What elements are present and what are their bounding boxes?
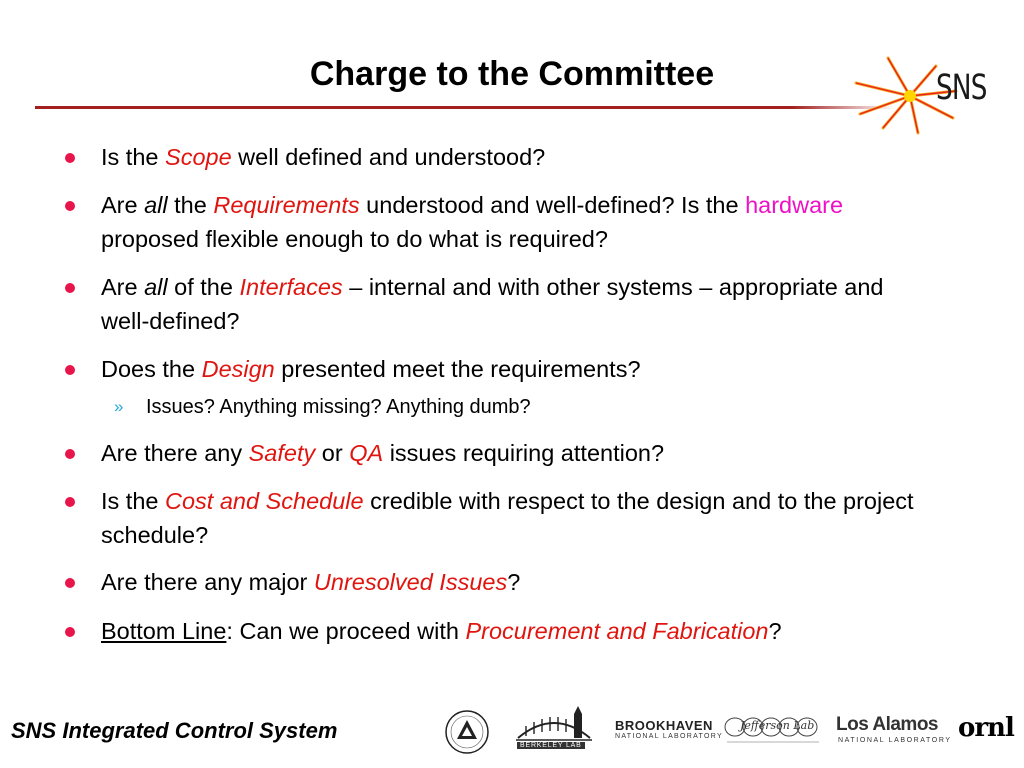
bullet-text: Are there any major: [101, 569, 314, 595]
jefferson-lab-text: Jefferson Lab: [740, 719, 815, 732]
bullet-emphasis: Cost and Schedule: [165, 488, 364, 514]
bullet-emphasis: Safety: [248, 440, 316, 466]
ornl-logo-text: ornl: [958, 713, 1014, 743]
bullet-text: or: [315, 440, 350, 466]
partner-logos: [440, 700, 1024, 760]
bullet-emphasis: Unresolved Issues: [313, 569, 508, 595]
slide-title: Charge to the Committee: [309, 55, 715, 93]
bullet-emphasis: Requirements: [213, 192, 360, 218]
bullet-text: Are there any: [101, 440, 249, 466]
bullet-emphasis: Procurement and Fabrication: [465, 618, 769, 644]
bullet-text: proposed flexible enough to do what is required?: [101, 226, 608, 252]
bullet-underlined: Bottom Line: [101, 618, 227, 644]
bullet-item: [101, 352, 931, 386]
bullet-text: Is the: [101, 144, 166, 170]
bullet-item: [101, 436, 931, 470]
bullet-text: issues requiring attention?: [383, 440, 665, 466]
bullet-italic: all: [144, 192, 168, 218]
bullet-emphasis: Interfaces: [239, 274, 343, 300]
bullet-item: [101, 484, 931, 552]
footer-title: SNS Integrated Control System: [11, 718, 338, 743]
bullet-text: Are: [101, 274, 145, 300]
los-alamos-logo-text: Los Alamos: [836, 714, 938, 735]
bullet-text: – internal and with other systems – appropriate and well-defined?: [101, 274, 884, 334]
sub-bullet-marker: »: [114, 397, 124, 416]
bullet-dot: [65, 627, 75, 637]
sns-logo-text: SNS: [936, 68, 987, 108]
los-alamos-logo-subtext: NATIONAL LABORATORY: [838, 737, 952, 744]
bullet-emphasis: QA: [349, 440, 384, 466]
bullet-dot: [65, 449, 75, 459]
argonne-logo-icon: [444, 708, 490, 758]
bullet-text: the: [167, 192, 214, 218]
bullet-dot: [65, 497, 75, 507]
brookhaven-logo-subtext: NATIONAL LABORATORY: [615, 733, 723, 740]
bullet-text: Is the: [101, 488, 166, 514]
bullet-text: ?: [507, 569, 521, 595]
bullet-text: of the: [167, 274, 240, 300]
bullet-item: [101, 614, 931, 648]
bullet-text: Does the: [101, 356, 202, 382]
bullet-text: ?: [768, 618, 782, 644]
berkeley-lab-text: BERKELEY LAB: [517, 742, 585, 749]
bullet-text: understood and well-defined? Is the: [359, 192, 746, 218]
brookhaven-logo-text: BROOKHAVEN: [615, 718, 713, 733]
bullet-emphasis: Design: [201, 356, 275, 382]
bullet-item: [101, 565, 931, 599]
bullet-dot: [65, 283, 75, 293]
bullet-dot: [65, 201, 75, 211]
bullet-dot: [65, 365, 75, 375]
bullet-highlight: hardware: [745, 192, 844, 218]
bullet-text: credible with respect to the design and to the project schedule?: [101, 488, 914, 548]
bullet-emphasis: Scope: [165, 144, 232, 170]
bullet-text: well defined and understood?: [231, 144, 546, 170]
bullet-dot: [65, 153, 75, 163]
bullet-text: Are: [101, 192, 145, 218]
sub-bullet-item: Issues? Anything missing? Anything dumb?: [146, 396, 531, 418]
bullet-dot: [65, 578, 75, 588]
bullet-item: [101, 188, 931, 256]
bullet-item: [101, 140, 931, 174]
bullet-text: : Can we proceed with: [226, 618, 466, 644]
bullet-text: presented meet the requirements?: [274, 356, 641, 382]
bullet-italic: all: [144, 274, 168, 300]
bullet-item: [101, 270, 931, 338]
